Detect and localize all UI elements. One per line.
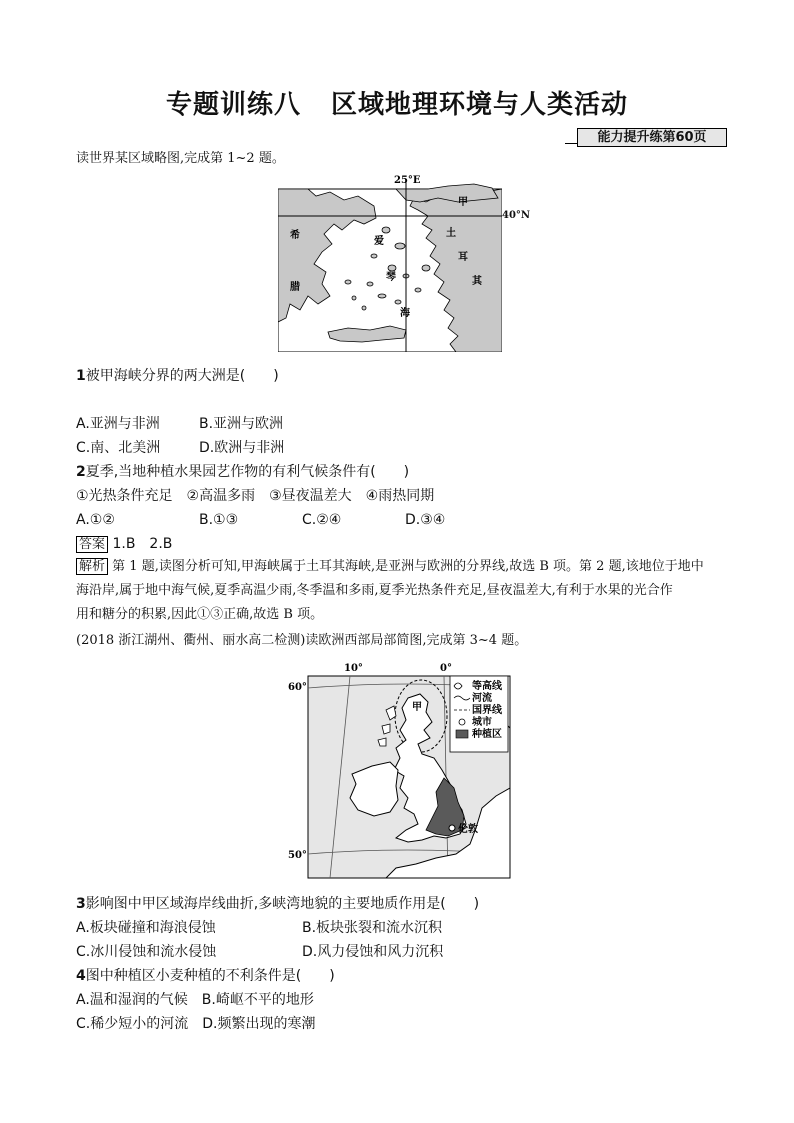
legend-planting-icon <box>456 730 468 738</box>
legend-label-river: 河流 <box>472 693 492 704</box>
legend-label-contour: 等高线 <box>472 681 502 692</box>
label-strait-jia: 甲 <box>458 197 468 208</box>
label-london: 伦敦 <box>458 824 478 835</box>
question-3-number: 3 <box>76 896 86 912</box>
q3-option-d: D.风力侵蚀和风力沉积 <box>302 944 444 960</box>
question-2-number: 2 <box>76 464 86 480</box>
analysis-text-1: 第 1 题,读图分析可知,甲海峡属于土耳其海峡,是亚洲与欧洲的分界线,故选 B 项。第 2 题,该地位于地中 <box>112 559 704 574</box>
thrace-land <box>396 184 498 202</box>
question-4-number: 4 <box>76 968 86 984</box>
q2-option-c: C.②④ <box>302 512 342 528</box>
q4-options-line-1: A.温和湿润的气候 B.崎岖不平的地形 <box>76 992 314 1008</box>
title-part2: 区域地理环境与人类活动 <box>331 90 629 120</box>
london-city-marker <box>449 825 455 831</box>
q3-option-b: B.板块张裂和流水沉积 <box>302 920 443 936</box>
answer-line <box>76 534 172 555</box>
q2-option-d: D.③④ <box>405 512 446 528</box>
title-part1: 专题训练八 <box>165 90 301 120</box>
label-turkey-3: 其 <box>472 276 482 287</box>
label-greece-2: 腊 <box>290 282 300 293</box>
question-1-text: 被甲海峡分界的两大洲是( ) <box>85 368 279 384</box>
q3-option-c: C.冰川侵蚀和流水侵蚀 <box>76 944 217 960</box>
question-1-number: 1 <box>76 368 86 384</box>
q2-option-b: B.①③ <box>199 512 239 528</box>
map-aegean <box>278 172 502 352</box>
reference-underline <box>565 143 577 144</box>
label-sea-2: 琴 <box>386 272 396 283</box>
analysis-tag: 解析 <box>76 558 108 575</box>
label-greece-1: 希 <box>290 230 300 241</box>
label-region-jia: 甲 <box>412 702 422 713</box>
label-25e: 25°E <box>394 175 421 186</box>
label-sea-3: 海 <box>400 308 410 319</box>
legend-label-border: 国界线 <box>472 705 502 716</box>
analysis-line-3: 用和糖分的积累,因此①③正确,故选 B 项。 <box>76 607 324 622</box>
q2-conditions: ①光热条件充足 ②高温多雨 ③昼夜温差大 ④雨热同期 <box>76 488 435 504</box>
label-40n: 40°N <box>502 210 531 221</box>
answer-tag: 答案 <box>76 536 108 553</box>
q3-option-a: A.板块碰撞和海浪侵蚀 <box>76 920 216 936</box>
analysis-line-2: 海沿岸,属于地中海气候,夏季高温少雨,冬季温和多雨,夏季光热条件充足,昼夜温差大,有利于水果的光合作 <box>76 583 673 598</box>
analysis-line-1 <box>76 558 704 576</box>
map-western-europe <box>286 658 516 880</box>
legend-city-icon <box>459 719 465 725</box>
intro-text-1: 读世界某区域略图,完成第 1~2 题。 <box>76 151 285 166</box>
question-4-text: 图中种植区小麦种植的不利条件是( ) <box>85 968 335 984</box>
q2-option-a: A.①② <box>76 512 115 528</box>
q1-option-a: A.亚洲与非洲 <box>76 416 160 432</box>
intro-text-2: (2018 浙江湖州、衢州、丽水高二检测)读欧洲西部局部简图,完成第 3~4 题。 <box>76 633 528 648</box>
question-2-stem <box>76 462 409 482</box>
page-title <box>0 84 794 121</box>
q4-options-line-2: C.稀少短小的河流 D.频繁出现的寒潮 <box>76 1016 316 1032</box>
q1-option-c: C.南、北美洲 <box>76 440 161 456</box>
label-turkey-2: 耳 <box>458 252 468 263</box>
label-turkey-1: 土 <box>446 228 456 239</box>
q1-option-b: B.亚洲与欧洲 <box>199 416 284 432</box>
question-1-stem <box>76 366 279 386</box>
q1-option-d: D.欧洲与非洲 <box>199 440 285 456</box>
label-lat-60: 60° <box>288 682 307 693</box>
label-lat-50: 50° <box>288 850 307 861</box>
question-2-text: 夏季,当地种植水果园艺作物的有利气候条件有( ) <box>85 464 410 480</box>
label-lon-0: 0° <box>440 663 452 674</box>
answer-text: 1.B 2.B <box>112 536 173 552</box>
label-lon-10: 10° <box>344 663 363 674</box>
question-3-stem <box>76 894 479 914</box>
question-4-stem <box>76 966 335 986</box>
reference-box: 能力提升练第60页 <box>577 128 727 147</box>
question-3-text: 影响图中甲区域海岸线曲折,多峡湾地貌的主要地质作用是( ) <box>85 896 480 912</box>
legend-label-city: 城市 <box>472 717 492 728</box>
label-sea-1: 爱 <box>374 236 384 247</box>
legend-label-planting: 种植区 <box>472 729 502 740</box>
